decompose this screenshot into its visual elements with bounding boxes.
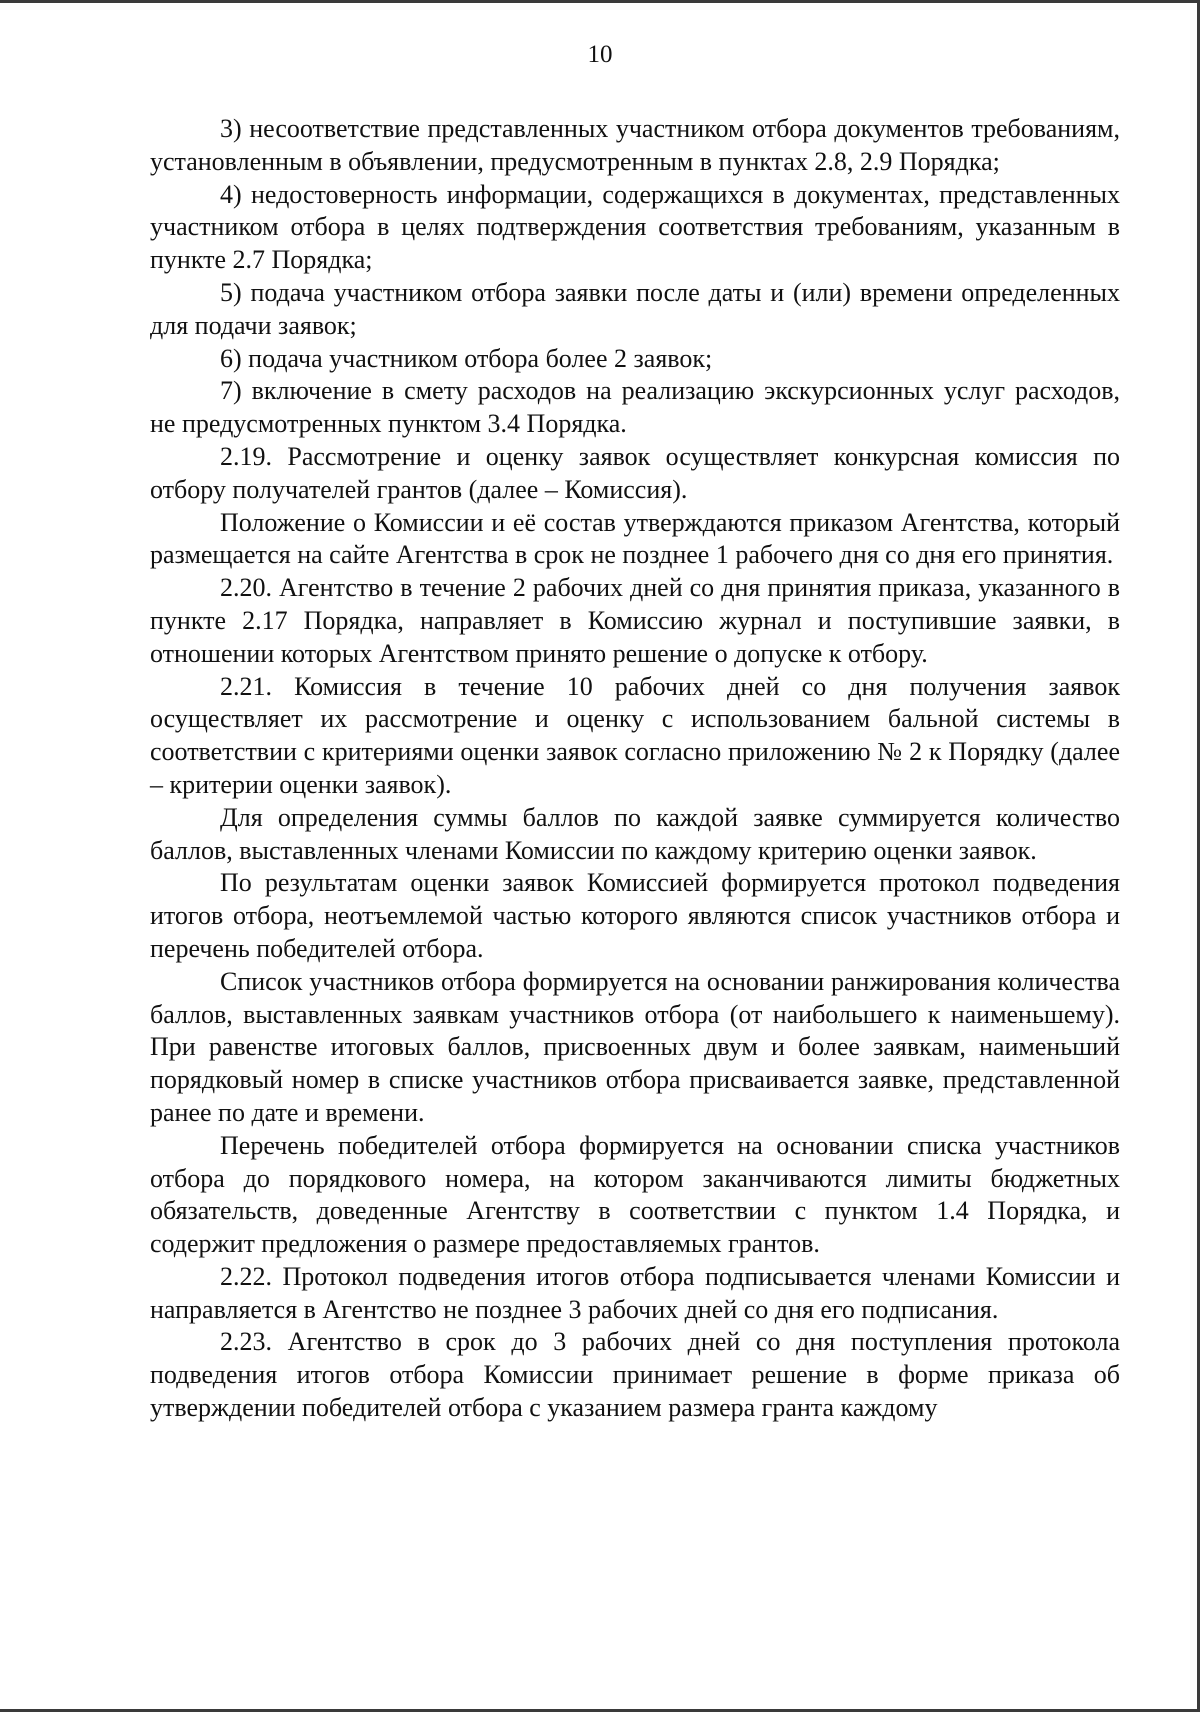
paragraph-item-7: 7) включение в смету расходов на реализацию экскурсионных услуг расходов, не предусмотренных пунктом 3.4 Порядка. — [150, 376, 1120, 439]
paragraph-commission-regulation: Положение о Комиссии и её состав утверждаются приказом Агентства, который размещается на сайте Агентства в срок не позднее 1 рабочего дня со дня его принятия. — [150, 507, 1120, 570]
paragraph-item-6: 6) подача участником отбора более 2 заявок; — [220, 343, 713, 373]
paragraph-item-3: 3) несоответствие представленных участником отбора документов требованиям, установленным в объявлении, предусмотренным в пунктах 2.8, 2.9 Порядка; — [150, 114, 1120, 176]
paragraph-2-19: 2.19. Рассмотрение и оценку заявок осуществляет конкурсная комиссия по отбору получателей грантов (далее – Комиссия). — [150, 441, 1120, 504]
paragraph-2-22: 2.22. Протокол подведения итогов отбора подписывается членами Комиссии и направляется в Агентство не позднее 3 рабочих дней со дня его подписания. — [150, 1261, 1120, 1324]
paragraph-winners-list: Перечень победителей отбора формируется на основании списка участников отбора до порядкового номера, на котором заканчиваются лимиты бюджетных обязательств, доведенные Агентству в соответствии с пунктом 1.4 Порядка, и содержит предложения о размере предоставляемых грантов. — [150, 1130, 1120, 1259]
scan-edge-top — [0, 0, 1200, 3]
paragraph-2-21: 2.21. Комиссия в течение 10 рабочих дней со дня получения заявок осуществляет их рассмотрение и оценку с использованием бальной системы в соответствии с критериями оценки заявок согласно приложению № 2 к Порядку (далее – критерии оценки заявок). — [150, 671, 1120, 799]
paragraph-item-5: 5) подача участником отбора заявки после даты и (или) времени определенных для подачи заявок; — [150, 277, 1120, 340]
paragraph-protocol: По результатам оценки заявок Комиссией формируется протокол подведения итогов отбора, неотъемлемой частью которого являются список участников отбора и перечень победителей отбора. — [150, 868, 1120, 963]
paragraph-2-20: 2.20. Агентство в течение 2 рабочих дней со дня принятия приказа, указанного в пункте 2.17 Порядка, направляет в Комиссию журнал и поступившие заявки, в отношении которых Агентством принято решение о допуске к отбору. — [150, 573, 1120, 668]
page-number: 10 — [587, 41, 613, 68]
paragraph-score-sum: Для определения суммы баллов по каждой заявке суммируется количество баллов, выставленных членами Комиссии по каждому критерию оценки заявок. — [150, 802, 1120, 865]
paragraph-item-4: 4) недостоверность информации, содержащихся в документах, представленных участником отбора в целях подтверждения соответствия требованиям, указанным в пункте 2.7 Порядка; — [150, 179, 1120, 275]
document-body — [150, 113, 1120, 1425]
paragraph-participant-list: Список участников отбора формируется на основании ранжирования количества баллов, выставленных заявкам участников отбора (от наибольшего к наименьшему). При равенстве итоговых баллов, присвоенных двум и более заявкам, наименьший порядковый номер в списке участников отбора присваивается заявке, представленной ранее по дате и времени. — [150, 966, 1120, 1127]
paragraph-2-23: 2.23. Агентство в срок до 3 рабочих дней со дня поступления протокола подведения итогов отбора Комиссии принимает решение в форме приказа об утверждении победителей отбора с указанием размера гранта каждому — [150, 1327, 1120, 1423]
